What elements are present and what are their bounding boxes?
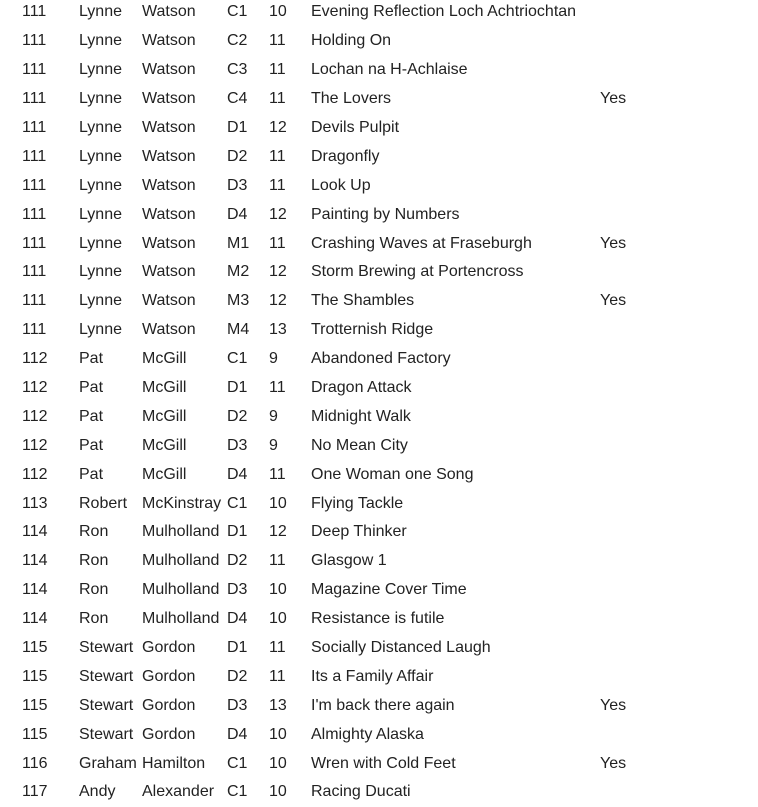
flag-cell [600,316,758,345]
first-name-cell: Pat [79,350,104,368]
last-name-cell: McGill [142,379,187,397]
section-cell: M1 [227,234,250,252]
first-name-cell: Lynne [79,147,122,165]
flag-cell: Yes [600,696,627,714]
flag-cell [600,720,758,749]
entry-number-cell: 111 [22,119,47,136]
entry-number-cell: 111 [22,32,47,50]
last-name-cell: Gordon [142,639,196,657]
image-title-cell: Racing Ducati [311,783,411,801]
entry-number-cell: 111 [22,176,47,194]
first-name-cell: Stewart [79,639,134,657]
table-row [0,489,758,518]
first-name-cell: Lynne [79,176,122,194]
last-name-cell: McGill [142,436,187,454]
image-title-cell: Evening Reflection Loch Achtriochtan [311,3,577,21]
flag-cell: Yes [600,754,627,772]
table-row [0,691,758,720]
last-name-cell: Watson [142,147,196,165]
image-title-cell: Holding On [311,32,392,50]
table-row [0,258,758,287]
flag-cell [600,345,758,374]
section-cell: C3 [227,61,248,79]
section-cell: C1 [227,783,248,801]
section-cell: D1 [227,379,248,397]
flag-cell [600,518,758,547]
entry-number-cell: 115 [22,725,48,743]
table-row [0,547,758,576]
flag-cell [600,460,758,489]
section-cell: D3 [227,436,248,454]
score-cell: 12 [269,263,287,281]
image-title-cell: Abandoned Factory [311,350,451,368]
first-name-cell: Pat [79,436,104,454]
score-cell: 11 [269,61,286,79]
image-title-cell: One Woman one Song [311,465,474,483]
score-cell: 12 [269,205,287,223]
score-cell: 9 [269,407,278,425]
first-name-cell: Lynne [79,234,122,252]
flag-cell [600,142,758,171]
section-cell: C1 [227,3,248,21]
last-name-cell: Alexander [142,783,215,801]
image-title-cell: Glasgow 1 [311,552,387,570]
first-name-cell: Robert [79,494,128,512]
entry-number-cell: 114 [22,523,48,541]
entry-number-cell: 117 [22,783,48,801]
score-cell: 10 [269,581,287,599]
image-title-cell: Devils Pulpit [311,119,400,136]
table-row [0,720,758,749]
table-row [0,402,758,431]
entry-number-cell: 112 [22,436,48,454]
table-row [0,171,758,200]
image-title-cell: Wren with Cold Feet [311,754,456,772]
score-cell: 11 [269,90,286,108]
last-name-cell: McKinstray [142,494,222,512]
last-name-cell: Mulholland [142,552,220,570]
section-cell: D1 [227,119,248,136]
entry-number-cell: 111 [22,147,47,165]
entry-number-cell: 111 [22,205,47,223]
last-name-cell: Watson [142,234,196,252]
flag-cell [600,547,758,576]
flag-cell [600,431,758,460]
table-row [0,229,758,258]
section-cell: M2 [227,263,250,281]
entry-number-cell: 115 [22,696,48,714]
first-name-cell: Ron [79,552,109,570]
flag-cell [600,662,758,691]
flag-cell [600,258,758,287]
image-title-cell: Storm Brewing at Portencross [311,263,524,281]
last-name-cell: Mulholland [142,581,220,599]
flag-cell [600,374,758,403]
image-title-cell: Flying Tackle [311,494,404,512]
first-name-cell: Ron [79,610,109,628]
section-cell: M4 [227,321,250,339]
flag-cell: Yes [600,90,627,108]
entry-number-cell: 115 [22,639,48,657]
image-title-cell: Trotternish Ridge [311,321,434,339]
last-name-cell: Gordon [142,725,196,743]
flag-cell [600,489,758,518]
score-cell: 10 [269,3,287,21]
section-cell: D2 [227,667,248,685]
entry-number-cell: 111 [22,3,47,21]
first-name-cell: Lynne [79,32,122,50]
score-cell: 11 [269,176,286,194]
table-row [0,200,758,229]
table-row [0,345,758,374]
image-title-cell: Resistance is futile [311,610,445,628]
score-cell: 11 [269,639,286,657]
last-name-cell: Hamilton [142,754,206,772]
entry-number-cell: 114 [22,610,48,628]
score-cell: 10 [269,725,287,743]
first-name-cell: Lynne [79,3,122,21]
score-cell: 10 [269,754,287,772]
entry-number-cell: 111 [22,61,47,79]
image-title-cell: Look Up [311,176,371,194]
section-cell: D3 [227,176,248,194]
image-title-cell: Dragon Attack [311,379,412,397]
section-cell: D2 [227,407,248,425]
image-title-cell: No Mean City [311,436,408,454]
section-cell: C4 [227,90,248,108]
table-row [0,605,758,634]
first-name-cell: Lynne [79,61,122,79]
flag-cell [600,56,758,85]
entry-number-cell: 111 [22,263,47,281]
table-row [0,287,758,316]
entry-number-cell: 111 [22,234,47,252]
last-name-cell: Watson [142,263,196,281]
image-title-cell: Deep Thinker [311,523,407,541]
flag-cell [600,27,758,56]
section-cell: D2 [227,552,248,570]
table-row [0,662,758,691]
section-cell: D4 [227,205,248,223]
table-row [0,85,758,114]
section-cell: D1 [227,523,248,541]
first-name-cell: Lynne [79,292,122,310]
first-name-cell: Lynne [79,90,122,108]
flag-cell: Yes [600,234,627,252]
table-row [0,0,758,27]
entry-number-cell: 111 [22,321,47,339]
flag-cell: Yes [600,292,627,310]
first-name-cell: Pat [79,407,104,425]
last-name-cell: Watson [142,61,196,79]
score-cell: 13 [269,696,287,714]
first-name-cell: Stewart [79,725,134,743]
table-row [0,374,758,403]
score-cell: 10 [269,610,287,628]
score-cell: 11 [269,552,286,570]
section-cell: D4 [227,610,248,628]
last-name-cell: Gordon [142,667,196,685]
section-cell: D4 [227,725,248,743]
table-row [0,518,758,547]
image-title-cell: Dragonfly [311,147,380,165]
last-name-cell: McGill [142,350,187,368]
table-row [0,460,758,489]
last-name-cell: McGill [142,465,187,483]
section-cell: C1 [227,754,248,772]
table-row [0,778,758,807]
section-cell: M3 [227,292,250,310]
first-name-cell: Lynne [79,119,122,136]
table-row [0,576,758,605]
section-cell: C1 [227,494,248,512]
first-name-cell: Stewart [79,696,134,714]
score-cell: 9 [269,436,278,454]
first-name-cell: Stewart [79,667,134,685]
image-title-cell: Almighty Alaska [311,725,424,743]
section-cell: C2 [227,32,248,50]
image-title-cell: The Shambles [311,292,415,310]
entry-number-cell: 115 [22,667,48,685]
entry-number-cell: 112 [22,465,48,483]
first-name-cell: Ron [79,581,109,599]
section-cell: D4 [227,465,248,483]
flag-cell [600,634,758,663]
table-row [0,316,758,345]
score-cell: 11 [269,32,286,50]
last-name-cell: Watson [142,292,196,310]
last-name-cell: Watson [142,90,196,108]
last-name-cell: Watson [142,3,196,21]
last-name-cell: Watson [142,321,196,339]
table-row [0,431,758,460]
first-name-cell: Graham [79,754,137,772]
score-cell: 11 [269,234,286,252]
last-name-cell: Mulholland [142,610,220,628]
first-name-cell: Andy [79,783,116,801]
entry-number-cell: 116 [22,754,48,772]
first-name-cell: Pat [79,379,104,397]
last-name-cell: Watson [142,176,196,194]
flag-cell [600,576,758,605]
image-title-cell: Painting by Numbers [311,205,460,223]
entry-number-cell: 112 [22,379,48,397]
entry-number-cell: 114 [22,552,48,570]
first-name-cell: Lynne [79,263,122,281]
entry-number-cell: 111 [22,292,47,310]
table-row [0,634,758,663]
last-name-cell: Watson [142,32,196,50]
first-name-cell: Lynne [79,205,122,223]
entry-number-cell: 112 [22,350,48,368]
score-cell: 11 [269,667,286,685]
section-cell: D3 [227,696,248,714]
flag-cell [600,0,758,27]
section-cell: D2 [227,147,248,165]
entry-number-cell: 113 [22,494,48,512]
score-cell: 11 [269,379,286,397]
entry-number-cell: 112 [22,407,48,425]
first-name-cell: Pat [79,465,104,483]
flag-cell [600,778,758,807]
section-cell: D1 [227,639,248,657]
image-title-cell: Socially Distanced Laugh [311,639,491,657]
image-title-cell: The Lovers [311,90,392,108]
score-cell: 12 [269,523,287,541]
flag-cell [600,114,758,143]
score-cell: 12 [269,292,287,310]
last-name-cell: Watson [142,205,196,223]
table-row [0,114,758,143]
image-title-cell: I'm back there again [311,696,455,714]
image-title-cell: Crashing Waves at Fraseburgh [311,234,532,252]
flag-cell [600,402,758,431]
table-row [0,56,758,85]
image-title-cell: Its a Family Affair [311,667,434,685]
score-cell: 11 [269,465,286,483]
image-title-cell: Lochan na H-Achlaise [311,61,468,79]
section-cell: C1 [227,350,248,368]
score-cell: 12 [269,119,287,136]
last-name-cell: Gordon [142,696,196,714]
flag-cell [600,171,758,200]
table-row [0,749,758,778]
image-title-cell: Midnight Walk [311,407,411,425]
section-cell: D3 [227,581,248,599]
table-row [0,142,758,171]
table-row [0,27,758,56]
score-cell: 10 [269,494,287,512]
image-title-cell: Magazine Cover Time [311,581,467,599]
score-cell: 13 [269,321,287,339]
score-cell: 9 [269,350,278,368]
entry-number-cell: 111 [22,90,47,108]
first-name-cell: Ron [79,523,109,541]
last-name-cell: McGill [142,407,187,425]
last-name-cell: Mulholland [142,523,220,541]
score-cell: 10 [269,783,287,801]
first-name-cell: Lynne [79,321,122,339]
last-name-cell: Watson [142,119,196,136]
flag-cell [600,200,758,229]
entry-number-cell: 114 [22,581,48,599]
score-cell: 11 [269,147,286,165]
flag-cell [600,605,758,634]
